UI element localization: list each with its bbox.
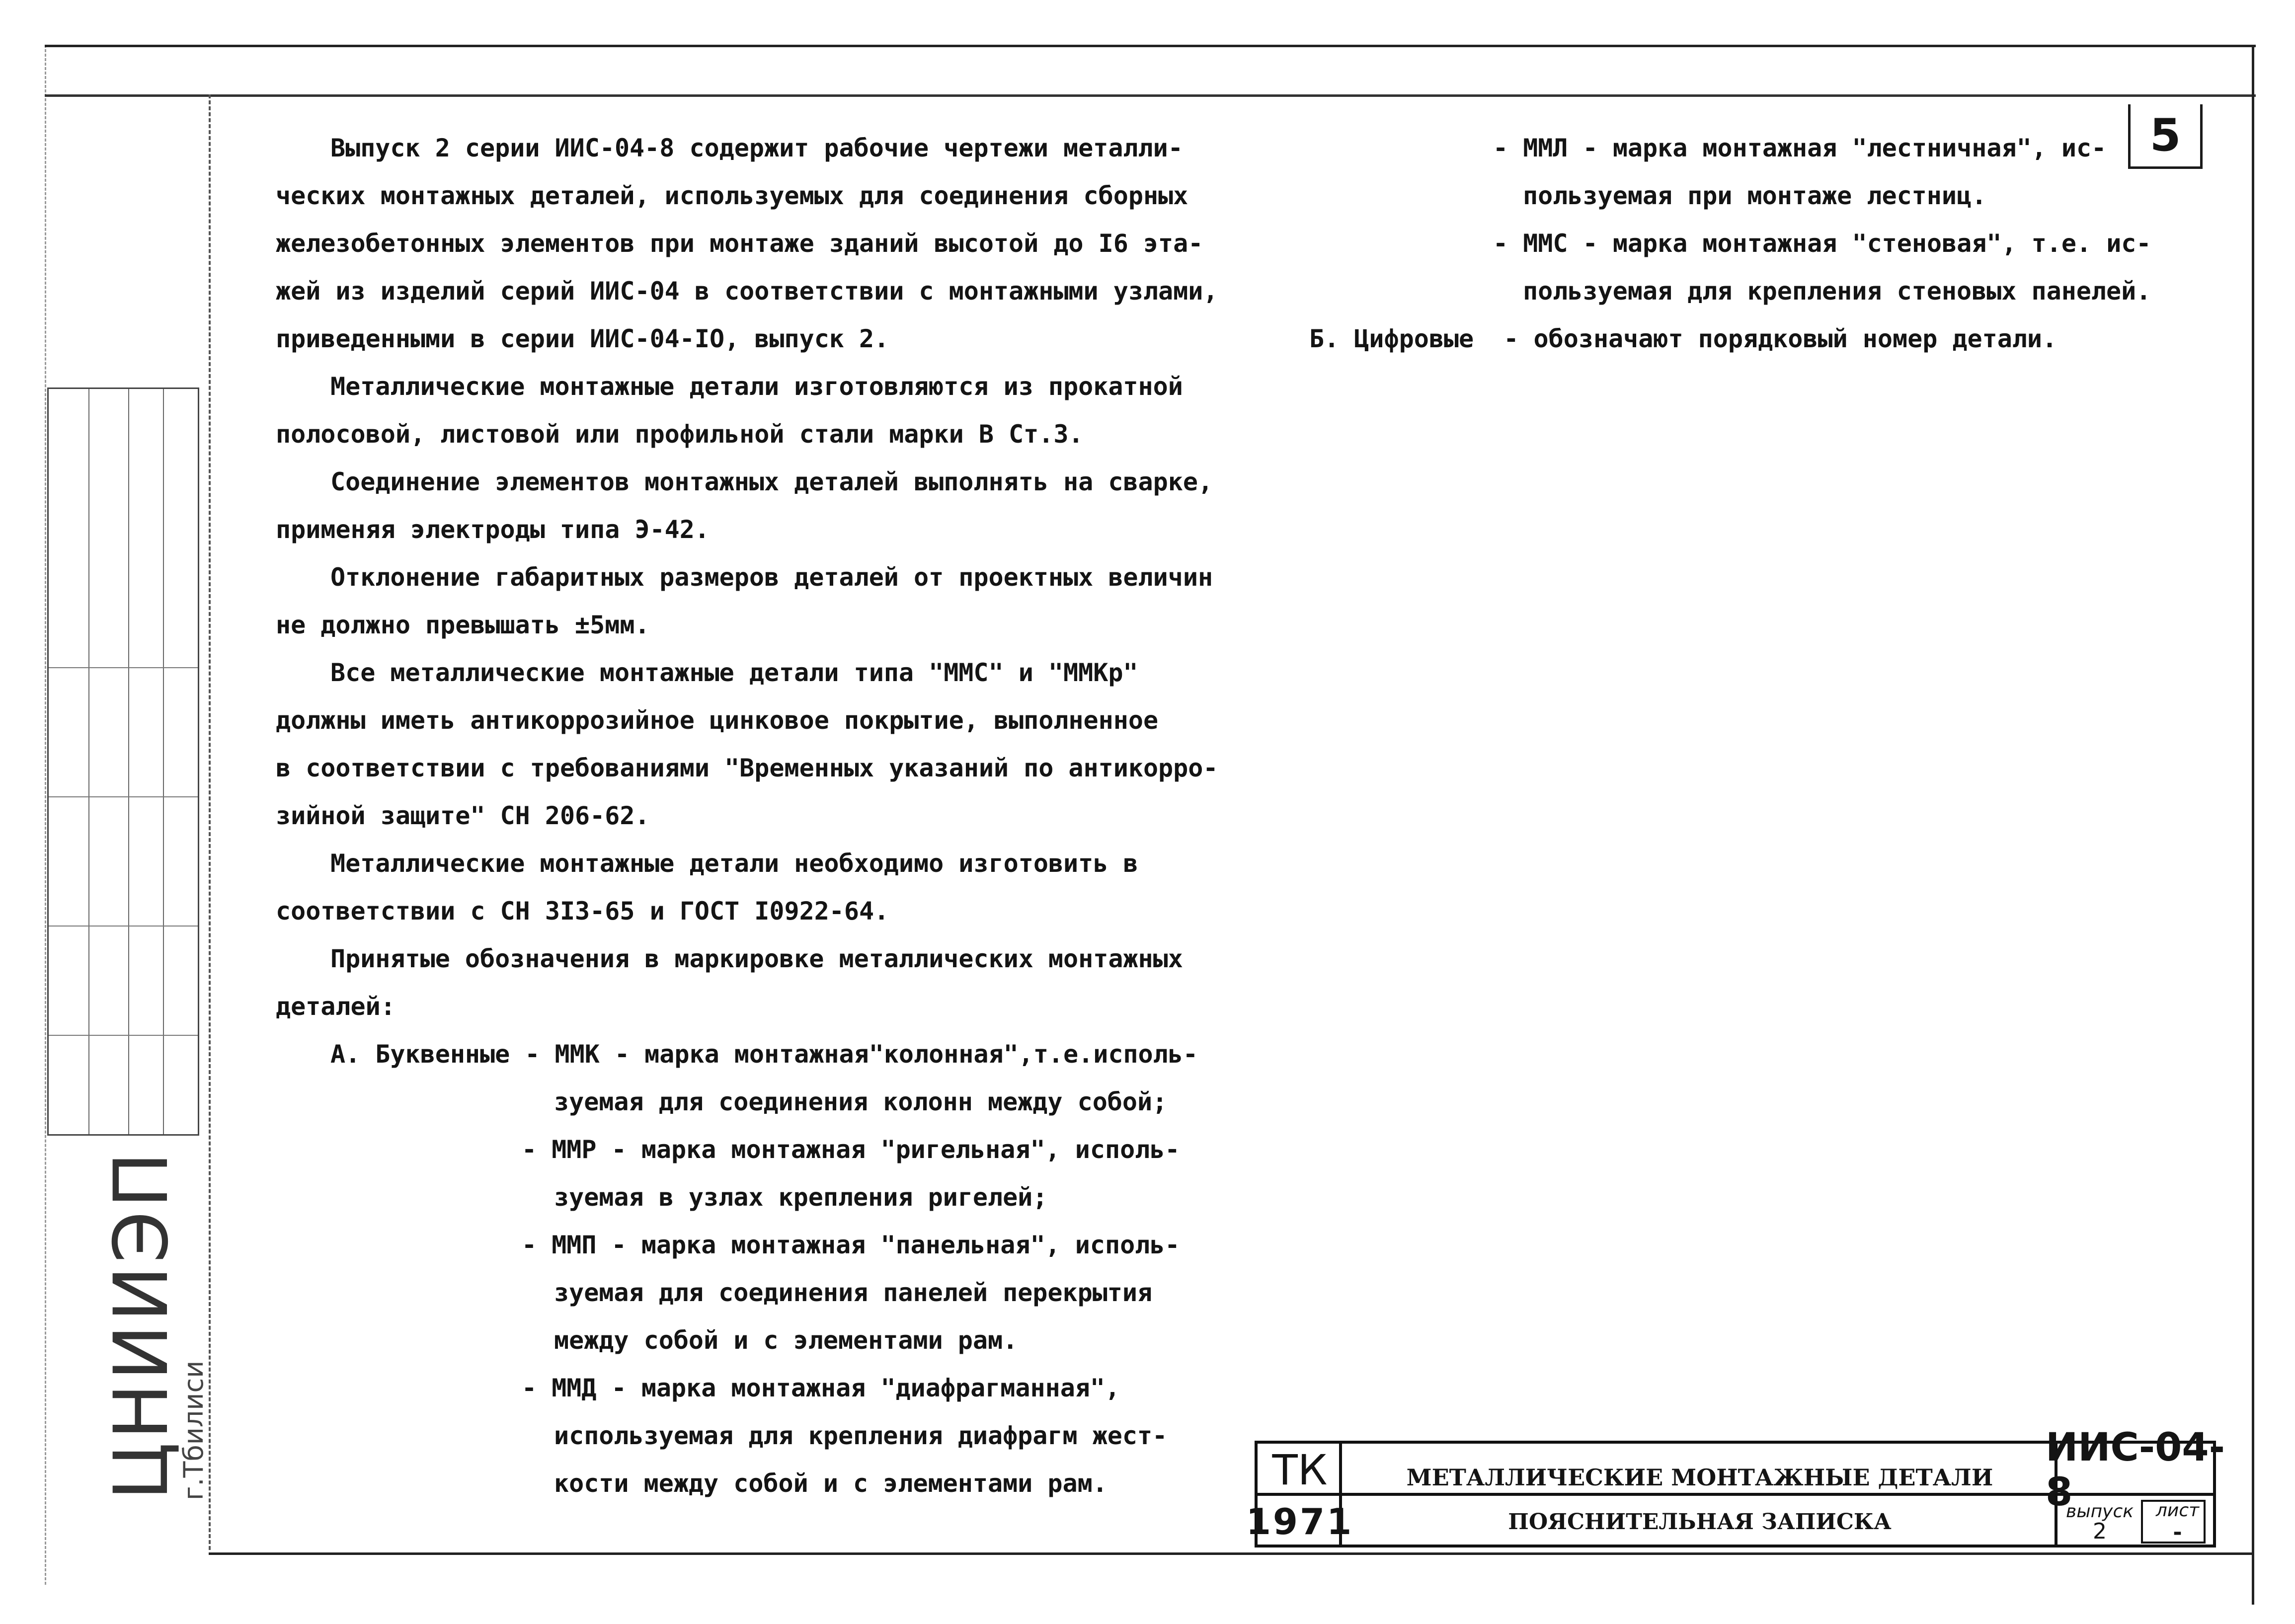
- paragraph: [276, 458, 1213, 553]
- designation-item: [276, 1030, 1200, 1126]
- text-line: в соответствии с требованиями "Временных указаний по антикорро-: [276, 754, 1218, 782]
- text-line: деталей:: [276, 992, 396, 1021]
- designation-item: [276, 1126, 1200, 1221]
- tk-label: ТК: [1272, 1445, 1328, 1494]
- issue-cell: [2058, 1496, 2142, 1547]
- document-subtitle: ПОЯСНИТЕЛЬНАЯ ЗАПИСКА: [1508, 1509, 1892, 1535]
- document-title: МЕТАЛЛИЧЕСКИЕ МОНТАЖНЫЕ ДЕТАЛИ: [1406, 1464, 1993, 1491]
- text-line: Отклонение габаритных размеров деталей от проектных величин: [330, 563, 1213, 592]
- text-line: Б. Цифровые - обозначают порядковый номер детали.: [1309, 324, 2058, 353]
- designation-item: [276, 1221, 1200, 1364]
- text-line: соответствии с СН 3I3-65 и ГОСТ I0922-64.: [276, 897, 889, 926]
- text-line: должны иметь антикоррозийное цинковое покрытие, выполненное: [276, 706, 1159, 735]
- text-line: - ММС - марка монтажная "стеновая", т.е. ис-: [1493, 229, 2151, 258]
- frame-left-line: [209, 94, 211, 1550]
- text-line: - ММП - марка монтажная "панельная", исполь-: [522, 1231, 1180, 1259]
- text-line: А. Буквенные - ММК - марка монтажная"колонная",т.е.исполь-: [330, 1040, 1198, 1069]
- text-line: ческих монтажных деталей, используемых для соединения сборных: [276, 181, 1188, 210]
- text-line: железобетонных элементов при монтаже зданий высотой до I6 эта-: [276, 229, 1203, 258]
- approval-stamp-grid: [47, 387, 199, 1136]
- sheet-cell: [2142, 1496, 2213, 1547]
- text-line: - ММР - марка монтажная "ригельная", исполь-: [522, 1135, 1180, 1164]
- outer-border-left: [45, 45, 46, 1585]
- text-line: используемая для крепления диафрагм жест-: [554, 1421, 1168, 1450]
- text-line: Выпуск 2 серии ИИС-04-8 содержит рабочие чертежи металли-: [330, 134, 1183, 162]
- text-line: Все металлические монтажные детали типа "ММС" и "ММКр": [330, 658, 1138, 687]
- frame-top-line: [45, 45, 2256, 47]
- text-line: кости между собой и с элементами рам.: [554, 1469, 1108, 1498]
- text-line: зуемая для соединения панелей перекрытия: [554, 1278, 1153, 1307]
- stamp-row-divider: [49, 667, 198, 668]
- stamp-row-divider: [49, 926, 198, 927]
- stamp-column-divider: [88, 389, 89, 1134]
- text-line: зийной защите" СН 206-62.: [276, 801, 650, 830]
- paragraph: [276, 363, 1200, 458]
- frame-bottom-line: [209, 1552, 2253, 1555]
- frame-right-line: [2252, 45, 2254, 1605]
- text-line: применяя электроды типа Э-42.: [276, 515, 710, 544]
- designation-item: [1309, 124, 2154, 220]
- sheet-value: -: [2173, 1520, 2182, 1545]
- issue-label: выпуск: [2065, 1501, 2134, 1522]
- text-line: между собой и с элементами рам.: [554, 1326, 1018, 1355]
- page-number: 5: [2149, 109, 2181, 161]
- text-line: не должно превышать ±5мм.: [276, 611, 650, 639]
- issue-value: 2: [2093, 1519, 2107, 1544]
- paragraph: [276, 649, 1218, 840]
- designation-item: [1309, 220, 2154, 315]
- year-label: 1971: [1246, 1501, 1354, 1543]
- text-line: зуемая в узлах крепления ригелей;: [554, 1183, 1048, 1212]
- frame-inner-top-line: [45, 94, 2256, 97]
- stamp-column-divider: [163, 389, 164, 1134]
- text-line: полосовой, листовой или профильной стали марки В Ст.3.: [276, 420, 1084, 449]
- text-line: - ММЛ - марка монтажная "лестничная", ис-: [1493, 134, 2107, 162]
- text-line: пользуемая при монтаже лестниц.: [1523, 181, 1987, 210]
- text-line: пользуемая для крепления стеновых панелей.: [1523, 277, 2151, 306]
- text-line: - ММД - марка монтажная "диафрагманная",: [522, 1374, 1120, 1402]
- series-code: ИИС-04-8: [2045, 1425, 2225, 1515]
- text-line: Металлические монтажные детали изготовляются из прокатной: [330, 372, 1183, 401]
- text-line: Принятые обозначения в маркировке металлических монтажных: [330, 944, 1183, 973]
- text-line: приведенными в серии ИИС-04-IO, выпуск 2.: [276, 324, 889, 353]
- explanatory-text-right: [1309, 124, 2154, 363]
- organization-city: г.Тбилиси: [178, 1360, 209, 1500]
- text-line: Соединение элементов монтажных деталей выполнять на сварке,: [330, 467, 1213, 496]
- organization-name: ЦНИИЭП: [98, 1149, 185, 1500]
- digital-designation: [1309, 315, 2154, 363]
- designation-item: [276, 1364, 1200, 1507]
- text-line: жей из изделий серий ИИС-04 в соответствии с монтажными узлами,: [276, 277, 1218, 306]
- stamp-column-divider: [128, 389, 129, 1134]
- stamp-row-divider: [49, 1035, 198, 1036]
- organization-stamp: [98, 1149, 209, 1500]
- paragraph: [276, 935, 1200, 1030]
- text-line: зуемая для соединения колонн между собой;: [554, 1087, 1168, 1116]
- paragraph: [276, 124, 1218, 363]
- paragraph: [276, 840, 1200, 935]
- stamp-row-divider: [49, 796, 198, 797]
- title-block: [1246, 1425, 2225, 1547]
- paragraph: [276, 553, 1213, 649]
- sheet-label: лист: [2155, 1500, 2200, 1521]
- explanatory-text-left: [276, 124, 1218, 1507]
- text-line: Металлические монтажные детали необходимо изготовить в: [330, 849, 1138, 878]
